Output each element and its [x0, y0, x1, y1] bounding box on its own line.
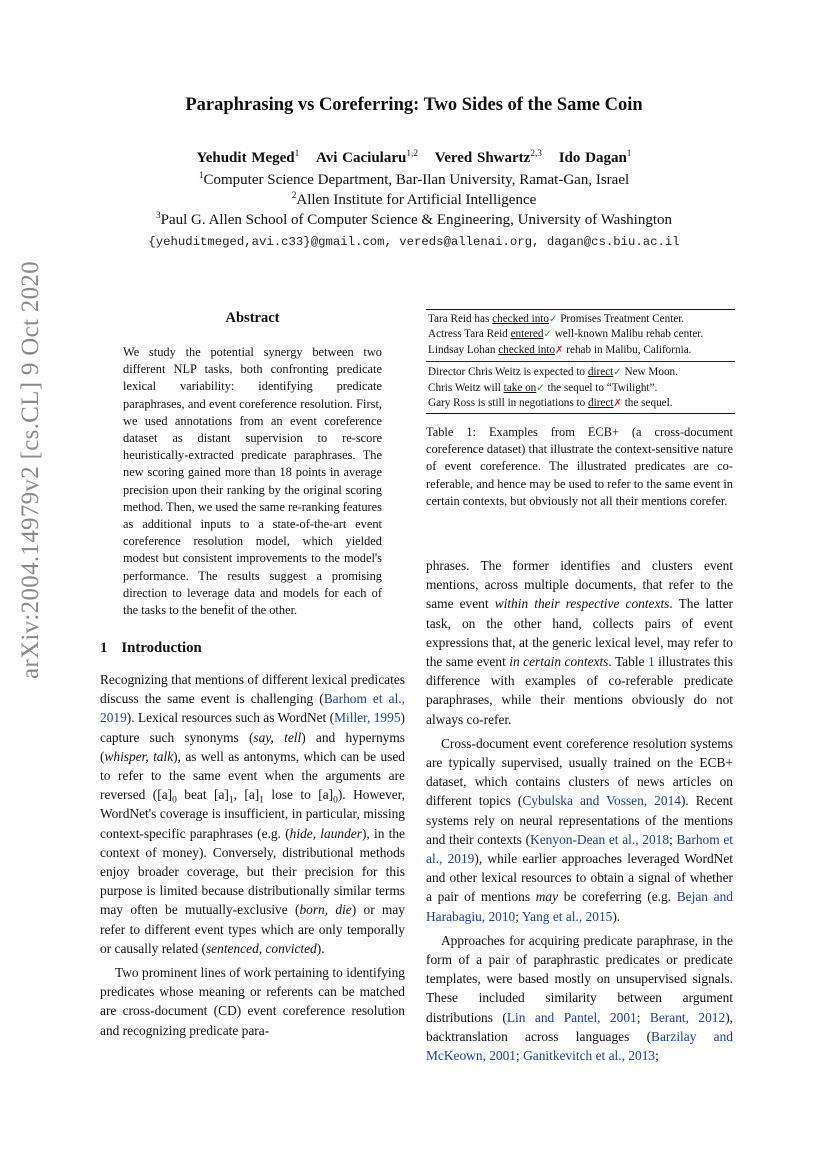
- citation-link[interactable]: Kenyon-Dean et al., 2018: [530, 831, 670, 847]
- arxiv-identifier-text: arXiv:2004.14979v2 [cs.CL] 9 Oct 2020: [17, 261, 45, 679]
- author: Vered Shwartz$^{2,3}$: [434, 149, 542, 166]
- table-row: Lindsay Lohan checked into✗ rehab in Malibu, California.: [428, 343, 692, 356]
- check-icon: ✓: [543, 329, 552, 341]
- cross-icon: ✗: [555, 344, 564, 356]
- table-row: Gary Ross is still in negotiations to direct✗ the sequel.: [428, 397, 673, 410]
- right-column: [426, 556, 733, 1065]
- abstract-text: We study the potential synergy between two different NLP tasks, both confronting predicate lexical variability: identifying predicate paraphrases, and event coreference resolution. First, we used annotations from an event coreference dataset as distant supervision to re-score heuristically-extracted predicate paraphrases. The new scoring gained more than 18 points in average precision upon their ranking by the original scoring method. Then, we used the same re-ranking features as additional inputs to a state-of-the-art event coreference resolution model, which yielded modest but consistent improvements to the model's performance. The results suggest a promising direction to leverage data and models for each of the tasks to the benefit of the other.: [123, 345, 382, 618]
- intro-paragraph: Cross-document event coreference resolution systems are typically supervised, usually trained on the ECB+ dataset, which contains clusters of news articles on different topics (Cybulska and Vossen, 2014). Recent systems rely on neural representations of the mentions and their contexts (Kenyon-Dean et al., 2018; Barhom et al., 2019), while earlier approaches leveraged WordNet and other lexical resources to obtain a signal of whether a pair of mentions may be coreferring (e.g. Bejan and Harabagiu, 2010; Yang et al., 2015).: [426, 735, 734, 924]
- intro-paragraph: Two prominent lines of work pertaining to identifying predicates whose meaning or referents can be matched are cross-document (CD) event coreference resolution and recognizing predicate para-: [100, 965, 405, 1038]
- citation-link[interactable]: Cybulska and Vossen, 2014: [522, 793, 681, 809]
- table-row: Director Chris Weitz is expected to direct✓ New Moon.: [428, 366, 678, 379]
- cross-icon: ✗: [613, 398, 622, 410]
- citation-link[interactable]: Miller, 1995: [334, 710, 401, 726]
- table-row: Actress Tara Reid entered✓ well-known Malibu rehab center.: [428, 328, 704, 341]
- author-list: [0, 150, 828, 167]
- author: Avi Caciularu$^{1,2}$: [316, 149, 418, 166]
- intro-paragraph: Recognizing that mentions of different lexical predicates discuss the same event is challenging (Barhom et al., 2019). Lexical resources such as WordNet (Miller, 1995) capture such synonyms (say, tell) and hypernyms (whisper, talk), as well as antonyms, which can be used to refer to the same event when the arguments are reversed ($[a]_0$ beat $[a]_1$, $[a]_1$ lose to $[a]_0$). However, WordNet's coverage is insufficient, in particular, missing context-specific paraphrases (e.g. (hide, launder), in the context of money). Conversely, distributional methods enjoy broader coverage, but their precision for this purpose is limited because distributionally similar terms may often be mutually-exclusive (born, die) or may refer to different event types which are only temporally or causally related (sentenced, convicted).: [100, 672, 405, 956]
- check-icon: ✓: [549, 314, 558, 325]
- citation-link[interactable]: Barzilay and McKeown, 2001: [426, 1028, 733, 1064]
- author: Yehudit Meged$^1$: [196, 149, 300, 166]
- table-row: Tara Reid has checked into✓ Promises Treatment Center.: [428, 313, 685, 325]
- table-group: [426, 310, 735, 361]
- check-icon: ✓: [613, 367, 622, 379]
- affiliation: $^2$Allen Institute for Artificial Intelligence: [291, 191, 537, 208]
- table-bottom-rule: [426, 413, 735, 414]
- left-column: [100, 670, 405, 1040]
- citation-link[interactable]: Berant, 2012: [649, 1009, 726, 1025]
- citation-link[interactable]: Bejan and Harabagiu, 2010: [426, 889, 734, 924]
- intro-paragraph: Approaches for acquiring predicate paraphrase, in the form of a pair of paraphrastic predicates or predicate templates, were based mostly on unsupervised signals. These included similarity between argument distributions (Lin and Pantel, 2001; Berant, 2012), backtranslation across languages (Barzilay and McKeown, 2001; Ganitkevitch et al., 2013;: [426, 932, 734, 1064]
- paper-title: Paraphrasing vs Coreferring: Two Sides of the Same Coin: [185, 95, 643, 115]
- section-heading: [100, 640, 202, 657]
- section-number: 1: [100, 640, 108, 656]
- example-table: [426, 309, 735, 414]
- table-caption: Table 1: Examples from ECB+ (a cross-document coreference dataset) that illustrate the context-sensitive nature of event coreference. The illustrated predicates are co-referable, and hence may be used to refer to the same event in certain contexts, but obviously not all their mentions corefer.: [426, 425, 733, 508]
- table-group: [426, 362, 735, 413]
- citation-link[interactable]: Barhom et al., 2019: [100, 691, 405, 726]
- intro-paragraph: phrases. The former identifies and clusters event mentions, across multiple documents, that refer to the same event within their respective contexts. The latter task, on the other hand, collects pairs of event expressions that, at the generic lexical level, may refer to the same event in certain contexts. Table 1 illustrates this difference with examples of co-referable predicate paraphrases, while their mentions obviously do not always co-refer.: [426, 558, 733, 727]
- affiliation: $^1$Computer Science Department, Bar-Ilan University, Ramat-Gan, Israel: [198, 171, 630, 188]
- table-reference-link[interactable]: 1: [647, 654, 655, 670]
- citation-link[interactable]: Ganitkevitch et al., 2013: [523, 1048, 656, 1064]
- author: Ido Dagan$^1$: [558, 149, 632, 166]
- table-row: Chris Weitz will take on✓ the sequel to “Twilight”.: [428, 381, 658, 394]
- affiliation: $^3$Paul G. Allen School of Computer Science & Engineering, University of Washington: [155, 211, 672, 228]
- citation-link[interactable]: Lin and Pantel, 2001: [506, 1009, 637, 1025]
- section-title: Introduction: [121, 640, 202, 656]
- author-emails: {yehuditmeged,avi.c33}@gmail.com, vereds@allenai.org, dagan@cs.biu.ac.il: [148, 235, 680, 249]
- check-icon: ✓: [536, 382, 545, 394]
- abstract-heading: Abstract: [225, 310, 280, 326]
- citation-link[interactable]: Yang et al., 2015: [521, 908, 613, 924]
- citation-link[interactable]: Barhom et al., 2019: [426, 831, 734, 867]
